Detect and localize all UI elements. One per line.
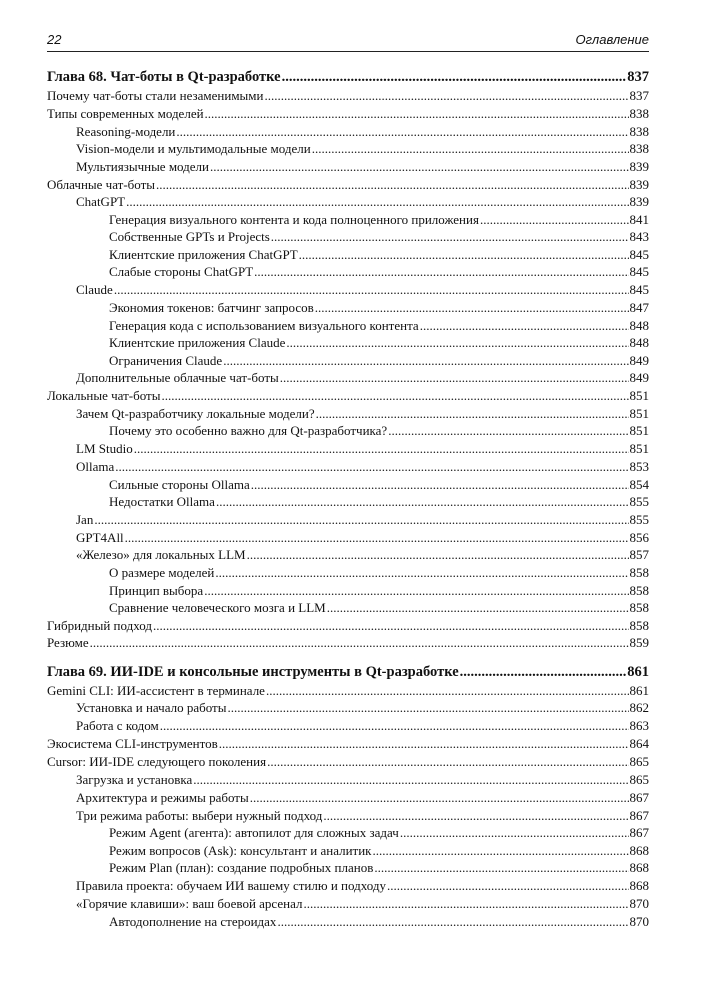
dot-leader — [161, 388, 628, 404]
dot-leader — [271, 229, 629, 245]
toc-entry — [47, 298, 649, 316]
toc-entry-page: 838 — [629, 141, 649, 156]
toc-entry-page: 851 — [629, 388, 649, 403]
toc-entry-title: Экосистема CLI-инструментов — [47, 736, 218, 751]
toc-entry-page: 868 — [629, 878, 649, 893]
toc-entry-page: 865 — [629, 754, 649, 769]
toc-entry-title: Ограничения Claude — [109, 353, 223, 368]
toc-entry — [47, 280, 649, 298]
toc-entry — [47, 681, 649, 699]
toc-entry — [47, 227, 649, 245]
toc-entry-title: Мультиязычные модели — [76, 159, 210, 174]
toc-entry — [47, 633, 649, 651]
toc-entry-title: Гибридный подход — [47, 618, 153, 633]
toc-entry-title: Локальные чат-боты — [47, 388, 161, 403]
toc-entry-title: ChatGPT — [76, 194, 126, 209]
toc-entry-page: 868 — [629, 860, 649, 875]
dot-leader — [280, 370, 629, 386]
toc-entry — [47, 876, 649, 894]
toc-entry-page: 845 — [629, 264, 649, 279]
dot-leader — [156, 177, 628, 193]
toc-entry — [47, 86, 649, 104]
toc-entry — [47, 475, 649, 493]
dot-leader — [126, 194, 628, 210]
toc-entry — [47, 262, 649, 280]
toc-entry-title: Недостатки Ollama — [109, 494, 215, 509]
toc-entry — [47, 139, 649, 157]
running-title: Оглавление — [575, 32, 649, 47]
toc-entry — [47, 616, 649, 634]
dot-leader — [193, 772, 628, 788]
toc-entry — [47, 563, 649, 581]
dot-leader — [251, 477, 629, 493]
toc-entry-title: Принцип выбора — [109, 583, 204, 598]
toc-entry-title: Cursor: ИИ-IDE следующего поколения — [47, 754, 267, 769]
toc-entry-page: 848 — [629, 318, 649, 333]
dot-leader — [315, 300, 629, 316]
toc-entry-page: 856 — [629, 530, 649, 545]
toc-entry-page: 867 — [629, 808, 649, 823]
dot-leader — [223, 353, 628, 369]
dot-leader — [480, 212, 629, 228]
dot-leader — [420, 318, 629, 334]
toc-entry-page: 839 — [629, 194, 649, 209]
dot-leader — [316, 406, 629, 422]
page-number: 22 — [47, 32, 62, 47]
dot-leader — [247, 547, 629, 563]
toc-entry-page: 838 — [629, 106, 649, 121]
toc-entry-page: 847 — [629, 300, 649, 315]
toc-entry-title: LM Studio — [76, 441, 133, 456]
dot-leader — [372, 843, 628, 859]
dot-leader — [205, 106, 629, 122]
toc-entry — [47, 823, 649, 841]
toc-entry — [47, 528, 649, 546]
dot-leader — [303, 896, 628, 912]
toc-entry — [47, 841, 649, 859]
toc-entry — [47, 788, 649, 806]
toc-entry-page: 838 — [629, 124, 649, 139]
toc-entry-page: 841 — [629, 212, 649, 227]
toc-entry-title: Клиентские приложения Claude — [109, 335, 286, 350]
toc-entry-title: Gemini CLI: ИИ-ассистент в терминале — [47, 683, 265, 698]
dot-leader — [94, 512, 628, 528]
toc-entry-title: Собственные GPTs и Projects — [109, 229, 270, 244]
toc-entry-page: 837 — [629, 88, 649, 103]
toc-entry-page: 857 — [629, 547, 649, 562]
toc-entry-page: 870 — [629, 896, 649, 911]
toc-entry — [47, 545, 649, 563]
toc-entry-title: Режим Agent (агента): автопилот для сложных задач — [109, 825, 399, 840]
toc-entry-title: Генерация визуального контента и кода полноценного приложения — [109, 212, 479, 227]
toc-entry — [47, 894, 649, 912]
toc-entry-title: Сильные стороны Ollama — [109, 477, 250, 492]
toc-entry-title: Сравнение человеческого мозга и LLM — [109, 600, 326, 615]
dot-leader — [215, 565, 628, 581]
toc-entry-title: Экономия токенов: батчинг запросов — [109, 300, 314, 315]
toc-entry-page: 861 — [627, 664, 649, 680]
toc-entry-page: 837 — [627, 69, 649, 85]
toc-entry — [47, 368, 649, 386]
dot-leader — [153, 618, 628, 634]
toc-entry — [47, 858, 649, 876]
toc-entry-title: Режим Plan (план): создание подробных планов — [109, 860, 374, 875]
toc-entry — [47, 598, 649, 616]
dot-leader — [254, 264, 628, 280]
toc-entry-page: 853 — [629, 459, 649, 474]
toc-entry-page: 845 — [629, 247, 649, 262]
toc-entry — [47, 351, 649, 369]
toc-entry-title: GPT4All — [76, 530, 124, 545]
toc-entry-page: 854 — [629, 477, 649, 492]
toc-entry-page: 867 — [629, 790, 649, 805]
toc-entry-page: 839 — [629, 177, 649, 192]
toc-entry-title: Типы современных моделей — [47, 106, 204, 121]
toc-chapter-entry — [47, 662, 649, 680]
toc-entry — [47, 581, 649, 599]
toc-entry — [47, 770, 649, 788]
toc-entry — [47, 716, 649, 734]
dot-leader — [266, 683, 629, 699]
toc-entry-page: 867 — [629, 825, 649, 840]
toc-entry — [47, 157, 649, 175]
dot-leader — [327, 600, 629, 616]
toc-entry — [47, 439, 649, 457]
toc-entry — [47, 192, 649, 210]
toc-entry — [47, 752, 649, 770]
page-header — [47, 31, 649, 52]
dot-leader — [134, 441, 629, 457]
toc-entry — [47, 175, 649, 193]
toc-entry-title: Облачные чат-боты — [47, 177, 156, 192]
toc-entry — [47, 404, 649, 422]
toc-entry — [47, 245, 649, 263]
dot-leader — [210, 159, 628, 175]
toc-entry — [47, 510, 649, 528]
toc-entry-page: 865 — [629, 772, 649, 787]
dot-leader — [114, 282, 629, 298]
toc-entry-title: Зачем Qt-разработчику локальные модели? — [76, 406, 315, 421]
toc-entry-page: 858 — [629, 600, 649, 615]
dot-leader — [299, 247, 629, 263]
toc-entry — [47, 698, 649, 716]
toc-entry — [47, 316, 649, 334]
toc-entry-title: «Железо» для локальных LLM — [76, 547, 246, 562]
toc-entry-page: 845 — [629, 282, 649, 297]
toc-entry — [47, 104, 649, 122]
toc-entry-page: 843 — [629, 229, 649, 244]
toc-entry-title: Почему это особенно важно для Qt-разработчика? — [109, 423, 388, 438]
toc-entry — [47, 210, 649, 228]
dot-leader — [176, 124, 628, 140]
dot-leader — [250, 790, 629, 806]
dot-leader — [460, 664, 627, 680]
toc-entry-page: 870 — [629, 914, 649, 929]
toc-entry-title: Claude — [76, 282, 113, 297]
toc-entry-title: Автодополнение на стероидах — [109, 914, 277, 929]
dot-leader — [264, 88, 628, 104]
dot-leader — [160, 718, 629, 734]
toc-entry — [47, 734, 649, 752]
toc-entry — [47, 457, 649, 475]
dot-leader — [312, 141, 629, 157]
dot-leader — [125, 530, 629, 546]
dot-leader — [282, 69, 627, 85]
dot-leader — [400, 825, 629, 841]
dot-leader — [90, 635, 629, 651]
toc-entry-title: Установка и начало работы — [76, 700, 227, 715]
toc-entry-title: Работа с кодом — [76, 718, 159, 733]
toc-entry-page: 863 — [629, 718, 649, 733]
dot-leader — [115, 459, 628, 475]
toc-entry-title: Архитектура и режимы работы — [76, 790, 249, 805]
toc-entry-title: Глава 68. Чат-боты в Qt-разработке — [47, 69, 281, 85]
toc-entry-page: 849 — [629, 353, 649, 368]
toc-entry-title: Reasoning-модели — [76, 124, 176, 139]
toc-entry-title: О размере моделей — [109, 565, 215, 580]
toc-entry-page: 868 — [629, 843, 649, 858]
dot-leader — [323, 808, 628, 824]
toc-entry-title: Почему чат-боты стали незаменимыми — [47, 88, 264, 103]
toc-entry-title: Генерация кода с использованием визуального контента — [109, 318, 419, 333]
toc-entry-page: 851 — [629, 423, 649, 438]
dot-leader — [277, 914, 628, 930]
toc-entry-page: 861 — [629, 683, 649, 698]
dot-leader — [219, 736, 629, 752]
toc-entry-page: 862 — [629, 700, 649, 715]
toc-entry — [47, 806, 649, 824]
toc-entry-title: Клиентские приложения ChatGPT — [109, 247, 298, 262]
dot-leader — [216, 494, 629, 510]
toc-entry-page: 851 — [629, 406, 649, 421]
toc-entry-page: 849 — [629, 370, 649, 385]
toc-entry — [47, 492, 649, 510]
dot-leader — [227, 700, 628, 716]
toc-entry-page: 858 — [629, 565, 649, 580]
dot-leader — [267, 754, 628, 770]
toc-entry-title: Три режима работы: выбери нужный подход — [76, 808, 323, 823]
toc-entry-page: 855 — [629, 512, 649, 527]
toc-entry-title: Резюме — [47, 635, 89, 650]
toc-entry-page: 848 — [629, 335, 649, 350]
toc-entry-title: Ollama — [76, 459, 115, 474]
toc-entry-title: Vision-модели и мультимодальные модели — [76, 141, 311, 156]
toc-entry-page: 851 — [629, 441, 649, 456]
toc-entry — [47, 122, 649, 140]
toc-entry-title: Глава 69. ИИ-IDE и консольные инструменты в Qt-разработке — [47, 664, 459, 680]
toc-entry-title: Правила проекта: обучаем ИИ вашему стилю и подходу — [76, 878, 386, 893]
toc-entry-page: 859 — [629, 635, 649, 650]
toc-entry-page: 858 — [629, 583, 649, 598]
toc-entry-page: 855 — [629, 494, 649, 509]
toc-entry-page: 839 — [629, 159, 649, 174]
toc-entry-page: 864 — [629, 736, 649, 751]
dot-leader — [388, 423, 628, 439]
toc-entry-page: 858 — [629, 618, 649, 633]
toc-entry-title: Загрузка и установка — [76, 772, 193, 787]
dot-leader — [374, 860, 628, 876]
dot-leader — [387, 878, 629, 894]
toc-entry-title: Слабые стороны ChatGPT — [109, 264, 254, 279]
toc-entry-title: «Горячие клавиши»: ваш боевой арсенал — [76, 896, 303, 911]
toc-entry — [47, 333, 649, 351]
toc-entry — [47, 386, 649, 404]
toc-entry-title: Jan — [76, 512, 94, 527]
toc-entry-title: Дополнительные облачные чат-боты — [76, 370, 279, 385]
toc-entry — [47, 912, 649, 930]
dot-leader — [204, 583, 628, 599]
toc-chapter-entry — [47, 67, 649, 85]
dot-leader — [286, 335, 628, 351]
toc-entry — [47, 421, 649, 439]
toc-entry-title: Режим вопросов (Ask): консультант и аналитик — [109, 843, 372, 858]
